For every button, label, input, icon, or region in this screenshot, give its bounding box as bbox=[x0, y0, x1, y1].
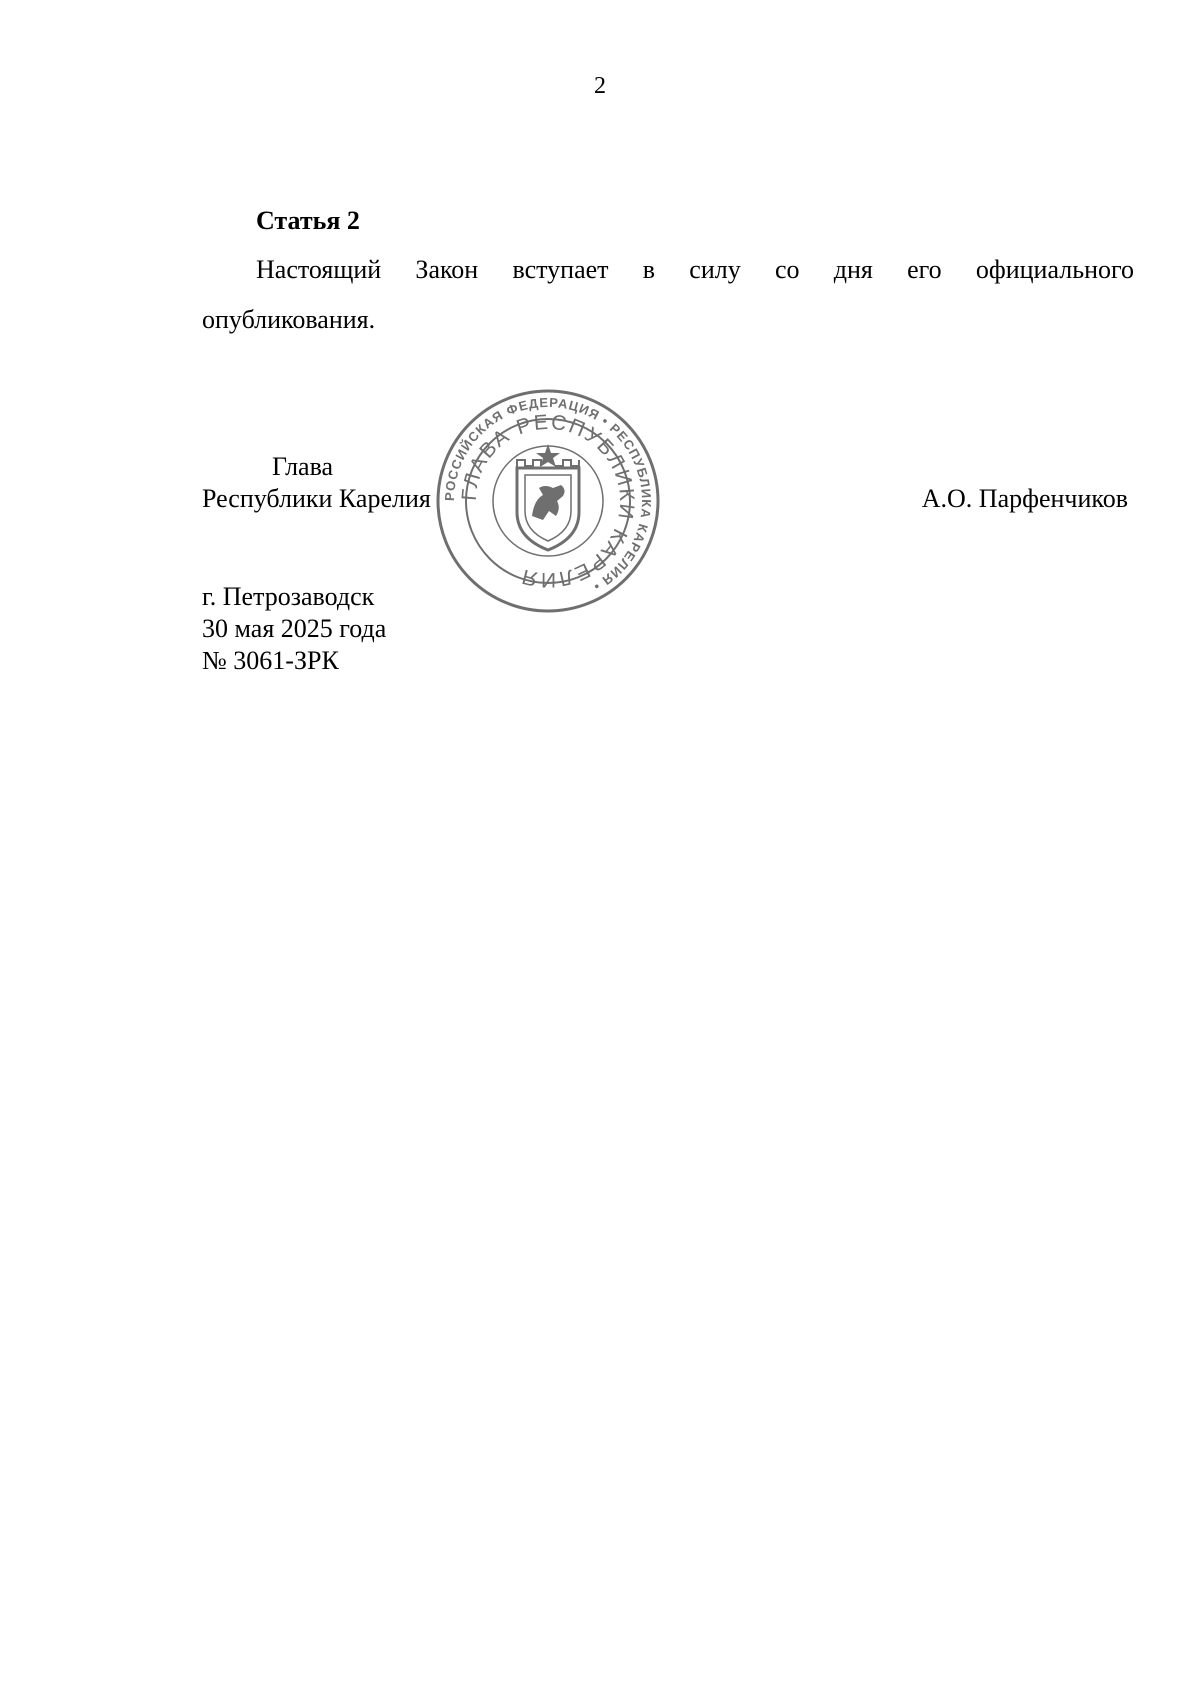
signatory-title-line-2: Республики Карелия bbox=[202, 484, 431, 513]
article-text-line-1: Настоящий Закон вступает в силу со дня его официального bbox=[256, 255, 1134, 284]
page-number: 2 bbox=[594, 73, 606, 99]
signatory-name: А.О. Парфенчиков bbox=[921, 484, 1128, 513]
seal-inner-text: ГЛАВА РЕСПУБЛИКИ КАРЕЛИЯ bbox=[457, 410, 639, 592]
seal-outer-text: РОССИЙСКАЯ ФЕДЕРАЦИЯ • РЕСПУБЛИКА КАРЕЛИЯ • bbox=[441, 394, 655, 595]
article-text-line-2: опубликования. bbox=[202, 305, 376, 334]
article-title: Статья 2 bbox=[256, 206, 360, 235]
document-date: 30 мая 2025 года bbox=[202, 614, 387, 643]
city: г. Петрозаводск bbox=[202, 582, 375, 611]
law-number: № 3061-ЗРК bbox=[202, 646, 339, 675]
signatory-title-line-1: Глава bbox=[272, 452, 334, 481]
official-seal bbox=[435, 388, 661, 614]
